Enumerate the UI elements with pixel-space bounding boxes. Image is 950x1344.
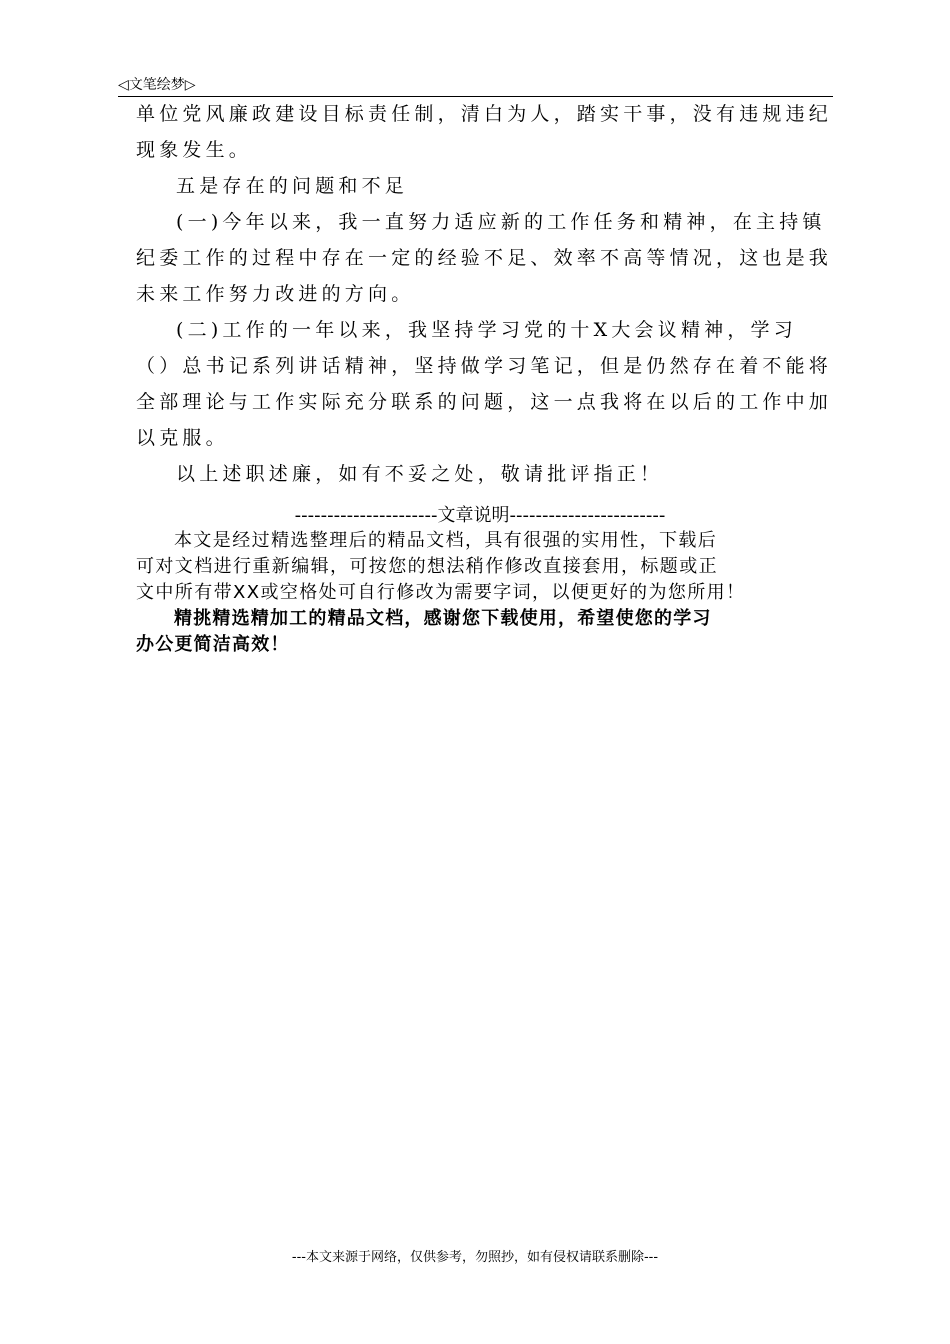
note-line-3: 文中所有带XX或空格处可自行修改为需要字词，以便更好的为您所用！ [136, 582, 746, 603]
body-line-5: 纪委工作的过程中存在一定的经验不足、效率不高等情况，这也是我 [136, 247, 833, 269]
document-body [136, 96, 833, 492]
page-header [118, 72, 833, 97]
body-line-9: 全部理论与工作实际充分联系的问题，这一点我将在以后的工作中加 [136, 391, 833, 413]
header-logo-text: ◁文笔绘梦▷ [118, 77, 196, 93]
note-line-1: 本文是经过精选整理后的精品文档，具有很强的实用性，下载后 [174, 530, 718, 551]
note-bold-line-1: 精挑精选精加工的精品文档，感谢您下载使用，希望使您的学习 [174, 608, 712, 629]
section-heading: 五是存在的问题和不足 [176, 175, 409, 197]
article-note [136, 528, 826, 658]
page-footer: ---本文来源于网络，仅供参考，勿照抄，如有侵权请联系删除--- [291, 1250, 659, 1265]
body-line-1: 单位党风廉政建设目标责任制，清白为人，踏实干事，没有违规违纪 [136, 103, 833, 125]
body-line-2: 现象发生。 [136, 139, 253, 161]
body-line-7: (二)工作的一年以来，我坚持学习党的十X大会议精神，学习 [176, 319, 797, 341]
body-line-10: 以克服。 [136, 427, 229, 449]
note-line-2: 可对文档进行重新编辑，可按您的想法稍作修改直接套用，标题或正 [136, 556, 718, 577]
closing-line: 以上述职述廉，如有不妥之处，敬请批评指正！ [176, 463, 664, 485]
article-note-divider: ----------------------文章说明------------------------ [294, 505, 666, 526]
body-line-6: 未来工作努力改进的方向。 [136, 283, 415, 305]
body-line-8: （）总书记系列讲话精神，坚持做学习笔记，但是仍然存在着不能将 [136, 355, 833, 377]
note-bold-line-2: 办公更简洁高效！ [136, 634, 290, 655]
body-line-4: (一)今年以来，我一直努力适应新的工作任务和精神，在主持镇 [176, 211, 826, 233]
